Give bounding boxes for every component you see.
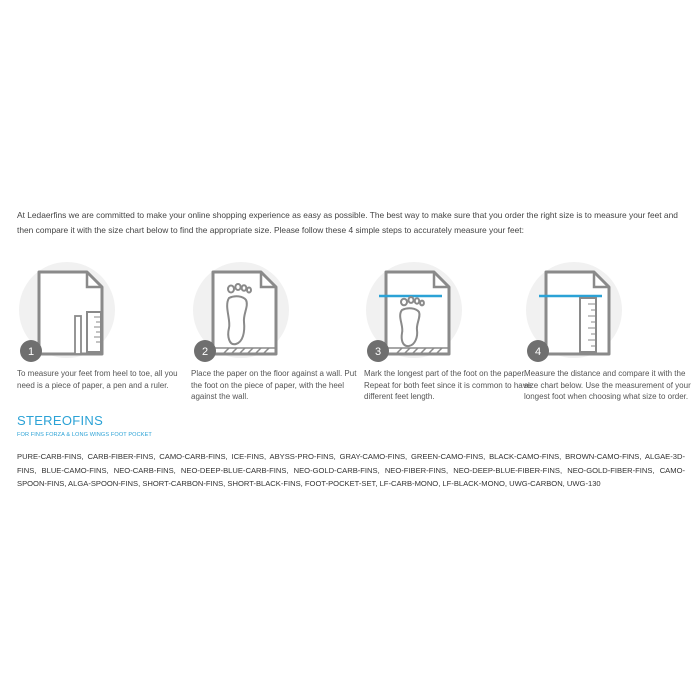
step-1	[17, 262, 193, 391]
models-list: PURE-CARB-FINS, CARB-FIBER-FINS, CAMO-CARB-FINS, ICE-FINS, ABYSS-PRO-FINS, GRAY-CAMO-FINS, GREEN-CAMO-FINS, BLACK-CAMO-FINS, BROWN-CAMO-FINS, ALGAE-3D-FINS, BLUE-CAMO-FINS, NEO-CARB-FINS, NEO-DEEP-BLUE-CARB-FINS, NEO-GOLD-CARB-FINS, NEO-FIBER-FINS, NEO-DEEP-BLUE-FIBER-FINS, NEO-GOLD-FIBER-FINS, CAMO-SPOON-FINS, ALGA-SPOON-FINS, SHORT-CARBON-FINS, SHORT-BLACK-FINS, FOOT-POCKET-SET, LF-CARB-MONO, LF-BLACK-MONO, UWG-CARBON, UWG-130	[17, 452, 685, 489]
section-subtitle: FOR FINS FORZA & LONG WINGS FOOT POCKET	[17, 432, 152, 438]
measure-steps	[12, 262, 692, 412]
step-1-number: 1	[27, 346, 35, 358]
paper-icon	[546, 272, 609, 354]
intro-text: At Ledaerfins we are committed to make your online shopping experience as easy as possible. The best way to make sure that you order the right size is to measure your feet and then compare it with the size chart below to find the appropriate size. Please follow these 4 simple steps to accurately measure your feet:	[17, 210, 678, 235]
step-2-number: 2	[201, 346, 209, 358]
step-3-text: Mark the longest part of the foot on the paper. Repeat for both feet since it is common to have different feet length.	[364, 369, 532, 402]
step-3-illustration	[364, 262, 540, 364]
step-2-illustration	[191, 262, 367, 364]
step-2	[191, 262, 367, 403]
step-3	[364, 262, 540, 403]
step-3-number: 3	[374, 346, 382, 358]
ruler-icon	[580, 298, 596, 352]
step-4-illustration	[524, 262, 700, 364]
section-title: STEREOFINS	[17, 413, 104, 428]
step-4-number: 4	[534, 346, 542, 358]
pen-icon	[75, 316, 81, 354]
paper-icon	[386, 272, 449, 354]
step-4-text: Measure the distance and compare it with the size chart below. Use the measurement of your longest foot when choosing what size to order.	[524, 369, 691, 402]
step-1-text: To measure your feet from heel to toe, all you need is a piece of paper, a pen and a ruler.	[17, 369, 178, 390]
step-4	[524, 262, 700, 403]
step-2-text: Place the paper on the floor against a wall. Put the foot on the piece of paper, with the heel against the wall.	[191, 369, 357, 402]
step-1-illustration	[17, 262, 193, 364]
